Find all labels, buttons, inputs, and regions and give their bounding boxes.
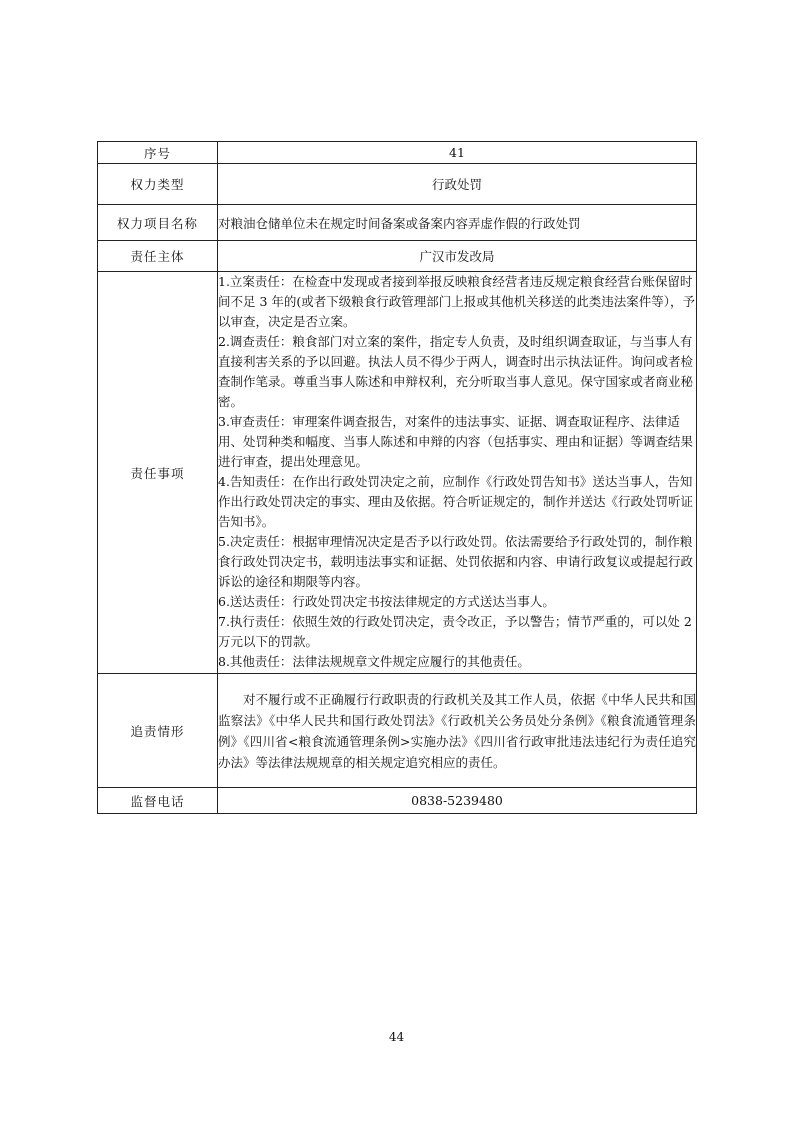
table-row — [98, 788, 697, 814]
power-item-table — [97, 141, 697, 814]
responsibility-item: 1.立案责任：在检查中发现或者接到举报反映粮食经营者违反规定粮食经营台账保留时间不足 3 年的(或者下级粮食行政管理部门上报或其他机关移送的此类违法案件等），予以审查，决定是否立案。 — [218, 274, 696, 329]
table-row — [98, 674, 697, 788]
responsibility-item: 8.其他责任：法律法规规章文件规定应履行的其他责任。 — [218, 654, 530, 669]
responsible-subject-value: 广汉市发改局 — [218, 241, 697, 272]
page-number: 44 — [388, 1030, 405, 1044]
responsibilities-list — [218, 272, 697, 674]
row-label-supervision-phone: 监督电话 — [98, 788, 218, 814]
table-row — [98, 164, 697, 205]
row-label-accountability: 追责情形 — [98, 674, 218, 788]
power-type-value: 行政处罚 — [218, 164, 697, 205]
table-row — [98, 272, 697, 674]
table-row — [98, 142, 697, 164]
accountability-text: 对不履行或不正确履行行政职责的行政机关及其工作人员，依据《中华人民共和国监察法》《中华人民共和国行政处罚法》《行政机关公务员处分条例》《粮食流通管理条例》《四川省<粮食流通管理条例>实施办法》《四川省行政审批违法违纪行为责任追究办法》等法律法规规章的相关规定追究相应的责任。 — [218, 691, 696, 770]
table-row — [98, 241, 697, 272]
responsibility-item: 6.送达责任：行政处罚决定书按法律规定的方式送达当事人。 — [218, 594, 555, 609]
responsibility-item: 4.告知责任：在作出行政处罚决定之前，应制作《行政处罚告知书》送达当事人，告知作出行政处罚决定的事实、理由及依据。符合听证规定的，制作并送达《行政处罚听证告知书》。 — [218, 474, 694, 529]
row-label-serial: 序号 — [98, 142, 218, 164]
responsibility-item: 5.决定责任：根据审理情况决定是否予以行政处罚。依法需要给予行政处罚的，制作粮食行政处罚决定书，载明违法事实和证据、处罚依据和内容、申请行政复议或提起行政诉讼的途径和期限等内容。 — [218, 534, 694, 589]
responsibility-item: 2.调查责任：粮食部门对立案的案件，指定专人负责，及时组织调查取证，与当事人有直接利害关系的予以回避。执法人员不得少于两人，调查时出示执法证件。询问或者检查制作笔录。尊重当事人陈述和申辩权利，充分听取当事人意见。保守国家或者商业秘密。 — [218, 334, 694, 409]
responsibility-item: 7.执行责任：依照生效的行政处罚决定，责令改正，予以警告；情节严重的，可以处 2 万元以下的罚款。 — [218, 614, 692, 649]
responsibility-item: 3.审查责任：审理案件调查报告，对案件的违法事实、证据、调查取证程序、法律适用、处罚种类和幅度、当事人陈述和申辩的内容（包括事实、理由和证据）等调查结果进行审查，提出处理意见。 — [218, 414, 694, 469]
row-label-power-type: 权力类型 — [98, 164, 218, 205]
accountability-cell — [218, 674, 697, 788]
power-item-name-value: 对粮油仓储单位未在规定时间备案或备案内容弄虚作假的行政处罚 — [218, 205, 697, 241]
table-row — [98, 205, 697, 241]
row-label-power-item-name: 权力项目名称 — [98, 205, 218, 241]
row-label-responsible-subject: 责任主体 — [98, 241, 218, 272]
serial-number: 41 — [218, 142, 697, 164]
supervision-phone-value: 0838-5239480 — [218, 788, 697, 814]
row-label-responsibilities: 责任事项 — [98, 272, 218, 674]
